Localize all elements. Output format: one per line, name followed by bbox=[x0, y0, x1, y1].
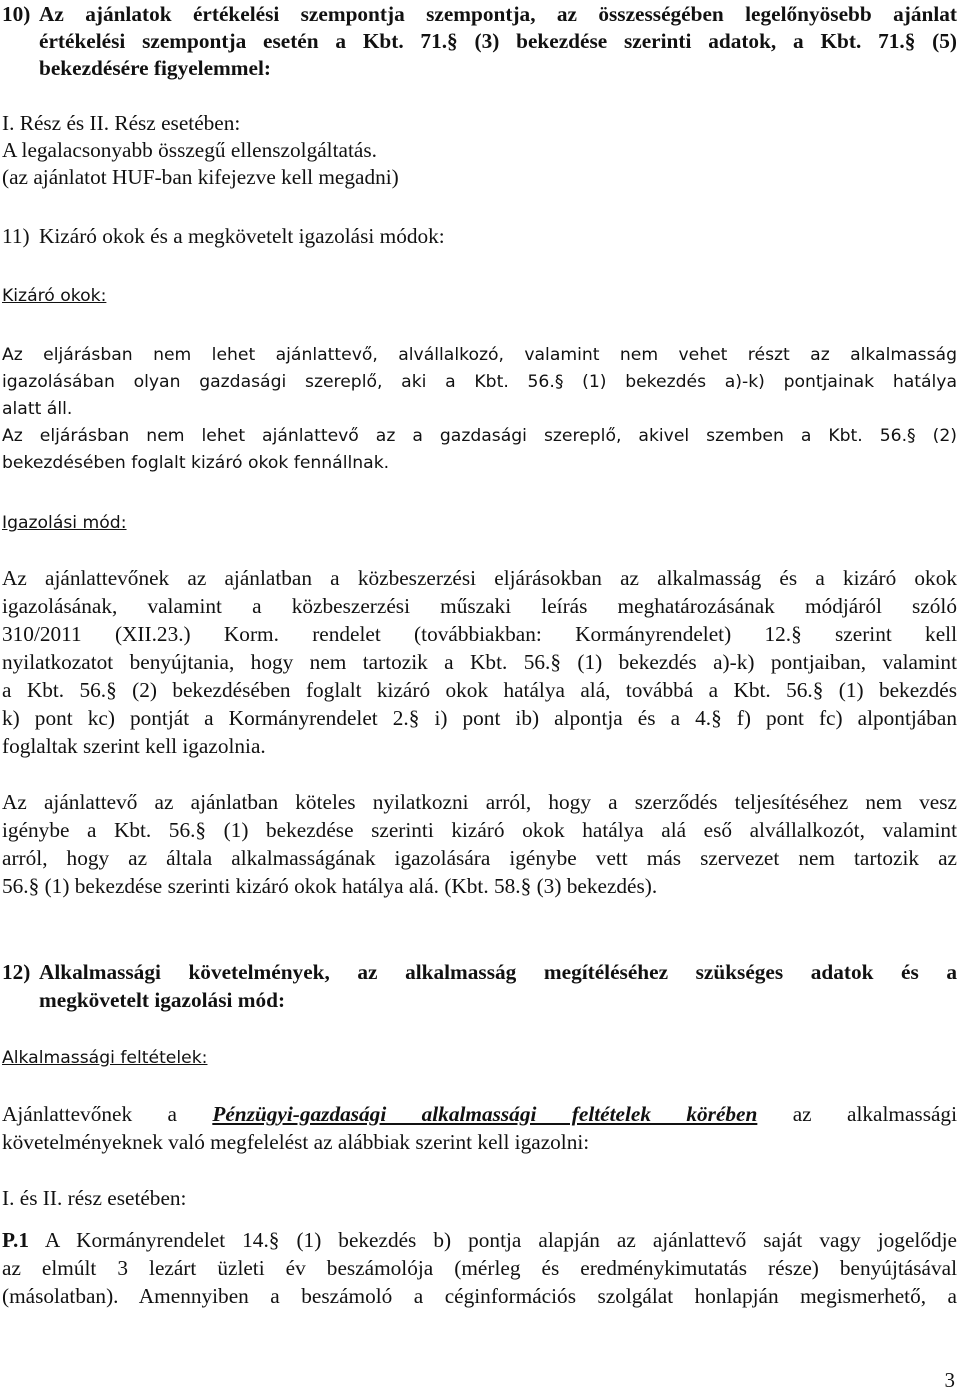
paragraph-line: követelményeknek való megfelelést az alábbiak szerint kell igazolni: bbox=[2, 1130, 590, 1154]
paragraph-line: Az eljárásban nem lehet ajánlattevő az a gazdasági szereplő, akivel szemben a Kbt. 56.§ (2) bbox=[2, 426, 957, 446]
paragraph-line: foglaltak szerint kell igazolnia. bbox=[2, 734, 266, 758]
paragraph-line: nyilatkozatot benyújtania, hogy nem tartozik a Kbt. 56.§ (1) bekezdés a)-k) pontjaiban, valamint bbox=[2, 650, 957, 674]
parts-line: I. Rész és II. Rész esetében: bbox=[2, 111, 241, 135]
evaluation-criterion: A legalacsonyabb összegű ellenszolgáltatás. bbox=[2, 138, 377, 162]
exclusion-heading-text: Kizáró okok: bbox=[2, 286, 107, 306]
paragraph-line: Az ajánlattevőnek az ajánlatban a közbeszerzési eljárásokban az alkalmasság és a kizáró okok bbox=[2, 566, 957, 590]
suitability-heading bbox=[2, 1044, 207, 1072]
section-heading-line: értékelési szempontja esetén a Kbt. 71.§ (3) bekezdése szerinti adatok, a Kbt. 71.§ (5) bbox=[39, 29, 957, 53]
section-number: 10) bbox=[2, 2, 31, 26]
paragraph-line: 56.§ (1) bekezdése szerinti kizáró okok hatálya alá. (Kbt. 58.§ (3) bekezdés). bbox=[2, 874, 658, 898]
paragraph-line: igénybe a Kbt. 56.§ (1) bekezdése szerinti kizáró okok hatálya alá eső alvállalkozót, valamint bbox=[2, 818, 957, 842]
section-heading-line: Alkalmassági követelmények, az alkalmasság megítéléséhez szükséges adatok és a bbox=[39, 960, 957, 984]
section-heading-line: Az ajánlatok értékelési szempontja szempontja, az összességében legelőnyösebb ajánlat bbox=[39, 2, 957, 26]
section-heading-line: megkövetelt igazolási mód: bbox=[39, 988, 286, 1012]
page-number: 3 bbox=[944, 1368, 955, 1392]
paragraph-line: igazolásában olyan gazdasági szereplő, aki a Kbt. 56.§ (1) bekezdés a)-k) pontjainak hatálya bbox=[2, 372, 957, 392]
paragraph-line: (másolatban). Amennyiben a beszámoló a céginformációs szolgálat honlapján megismerhető, a bbox=[2, 1284, 957, 1308]
suitability-heading-text: Alkalmassági feltételek: bbox=[2, 1048, 208, 1068]
paragraph-line: k) pont kc) pontját a Kormányrendelet 2.§ i) pont ib) alpontja és a 4.§ f) pont fc) alpontjában bbox=[2, 706, 957, 730]
paragraph-line: 310/2011 (XII.23.) Korm. rendelet (továbbiakban: Kormányrendelet) 12.§ szerint kell bbox=[2, 622, 957, 646]
paragraph-line: bekezdésében foglalt kizáró okok fennállnak. bbox=[2, 453, 390, 473]
parts-line: I. és II. rész esetében: bbox=[2, 1186, 187, 1210]
paragraph-line bbox=[2, 1226, 957, 1254]
text-run: az alkalmassági bbox=[792, 1102, 957, 1126]
paragraph-line: Az ajánlattevő az ajánlatban köteles nyilatkozni arról, hogy a szerződés teljesítéséhez nem vesz bbox=[2, 790, 957, 814]
section-heading-line: Kizáró okok és a megkövetelt igazolási módok: bbox=[39, 224, 445, 248]
paragraph-line: a Kbt. 56.§ (2) bekezdésében foglalt kizáró okok hatálya alá, továbbá a Kbt. 56.§ (1) bekezdés bbox=[2, 678, 957, 702]
evaluation-note: (az ajánlatot HUF-ban kifejezve kell megadni) bbox=[2, 165, 399, 189]
emphasized-text: Pénzügyi-gazdasági alkalmassági feltételek körében bbox=[212, 1102, 758, 1126]
text-run: A Kormányrendelet 14.§ (1) bekezdés b) pontja alapján az ajánlattevő saját vagy jogelődje bbox=[44, 1228, 957, 1252]
section-heading-line: bekezdésére figyelemmel: bbox=[39, 56, 271, 80]
paragraph-line: alatt áll. bbox=[2, 399, 73, 419]
verification-heading-text: Igazolási mód: bbox=[2, 513, 127, 533]
paragraph-line: az elmúlt 3 lezárt üzleti év beszámolója (mérleg és eredménykimutatás része) benyújtásával bbox=[2, 1256, 957, 1280]
requirement-label: P.1 bbox=[2, 1228, 30, 1252]
paragraph-line: Az eljárásban nem lehet ajánlattevő, alvállalkozó, valamint nem vehet részt az alkalmasság bbox=[2, 345, 957, 365]
exclusion-heading bbox=[2, 282, 106, 310]
text-run: Ajánlattevőnek a bbox=[2, 1102, 177, 1126]
paragraph-line: arról, hogy az általa alkalmasságának igazolására igénybe vett más szervezet nem tartozik az bbox=[2, 846, 957, 870]
paragraph-line bbox=[2, 1100, 957, 1128]
section-number: 12) bbox=[2, 960, 31, 984]
verification-heading bbox=[2, 509, 127, 537]
section-number: 11) bbox=[2, 224, 30, 248]
paragraph-line: igazolásának, valamint a közbeszerzési műszaki leírás meghatározásának módjáról szóló bbox=[2, 594, 957, 618]
